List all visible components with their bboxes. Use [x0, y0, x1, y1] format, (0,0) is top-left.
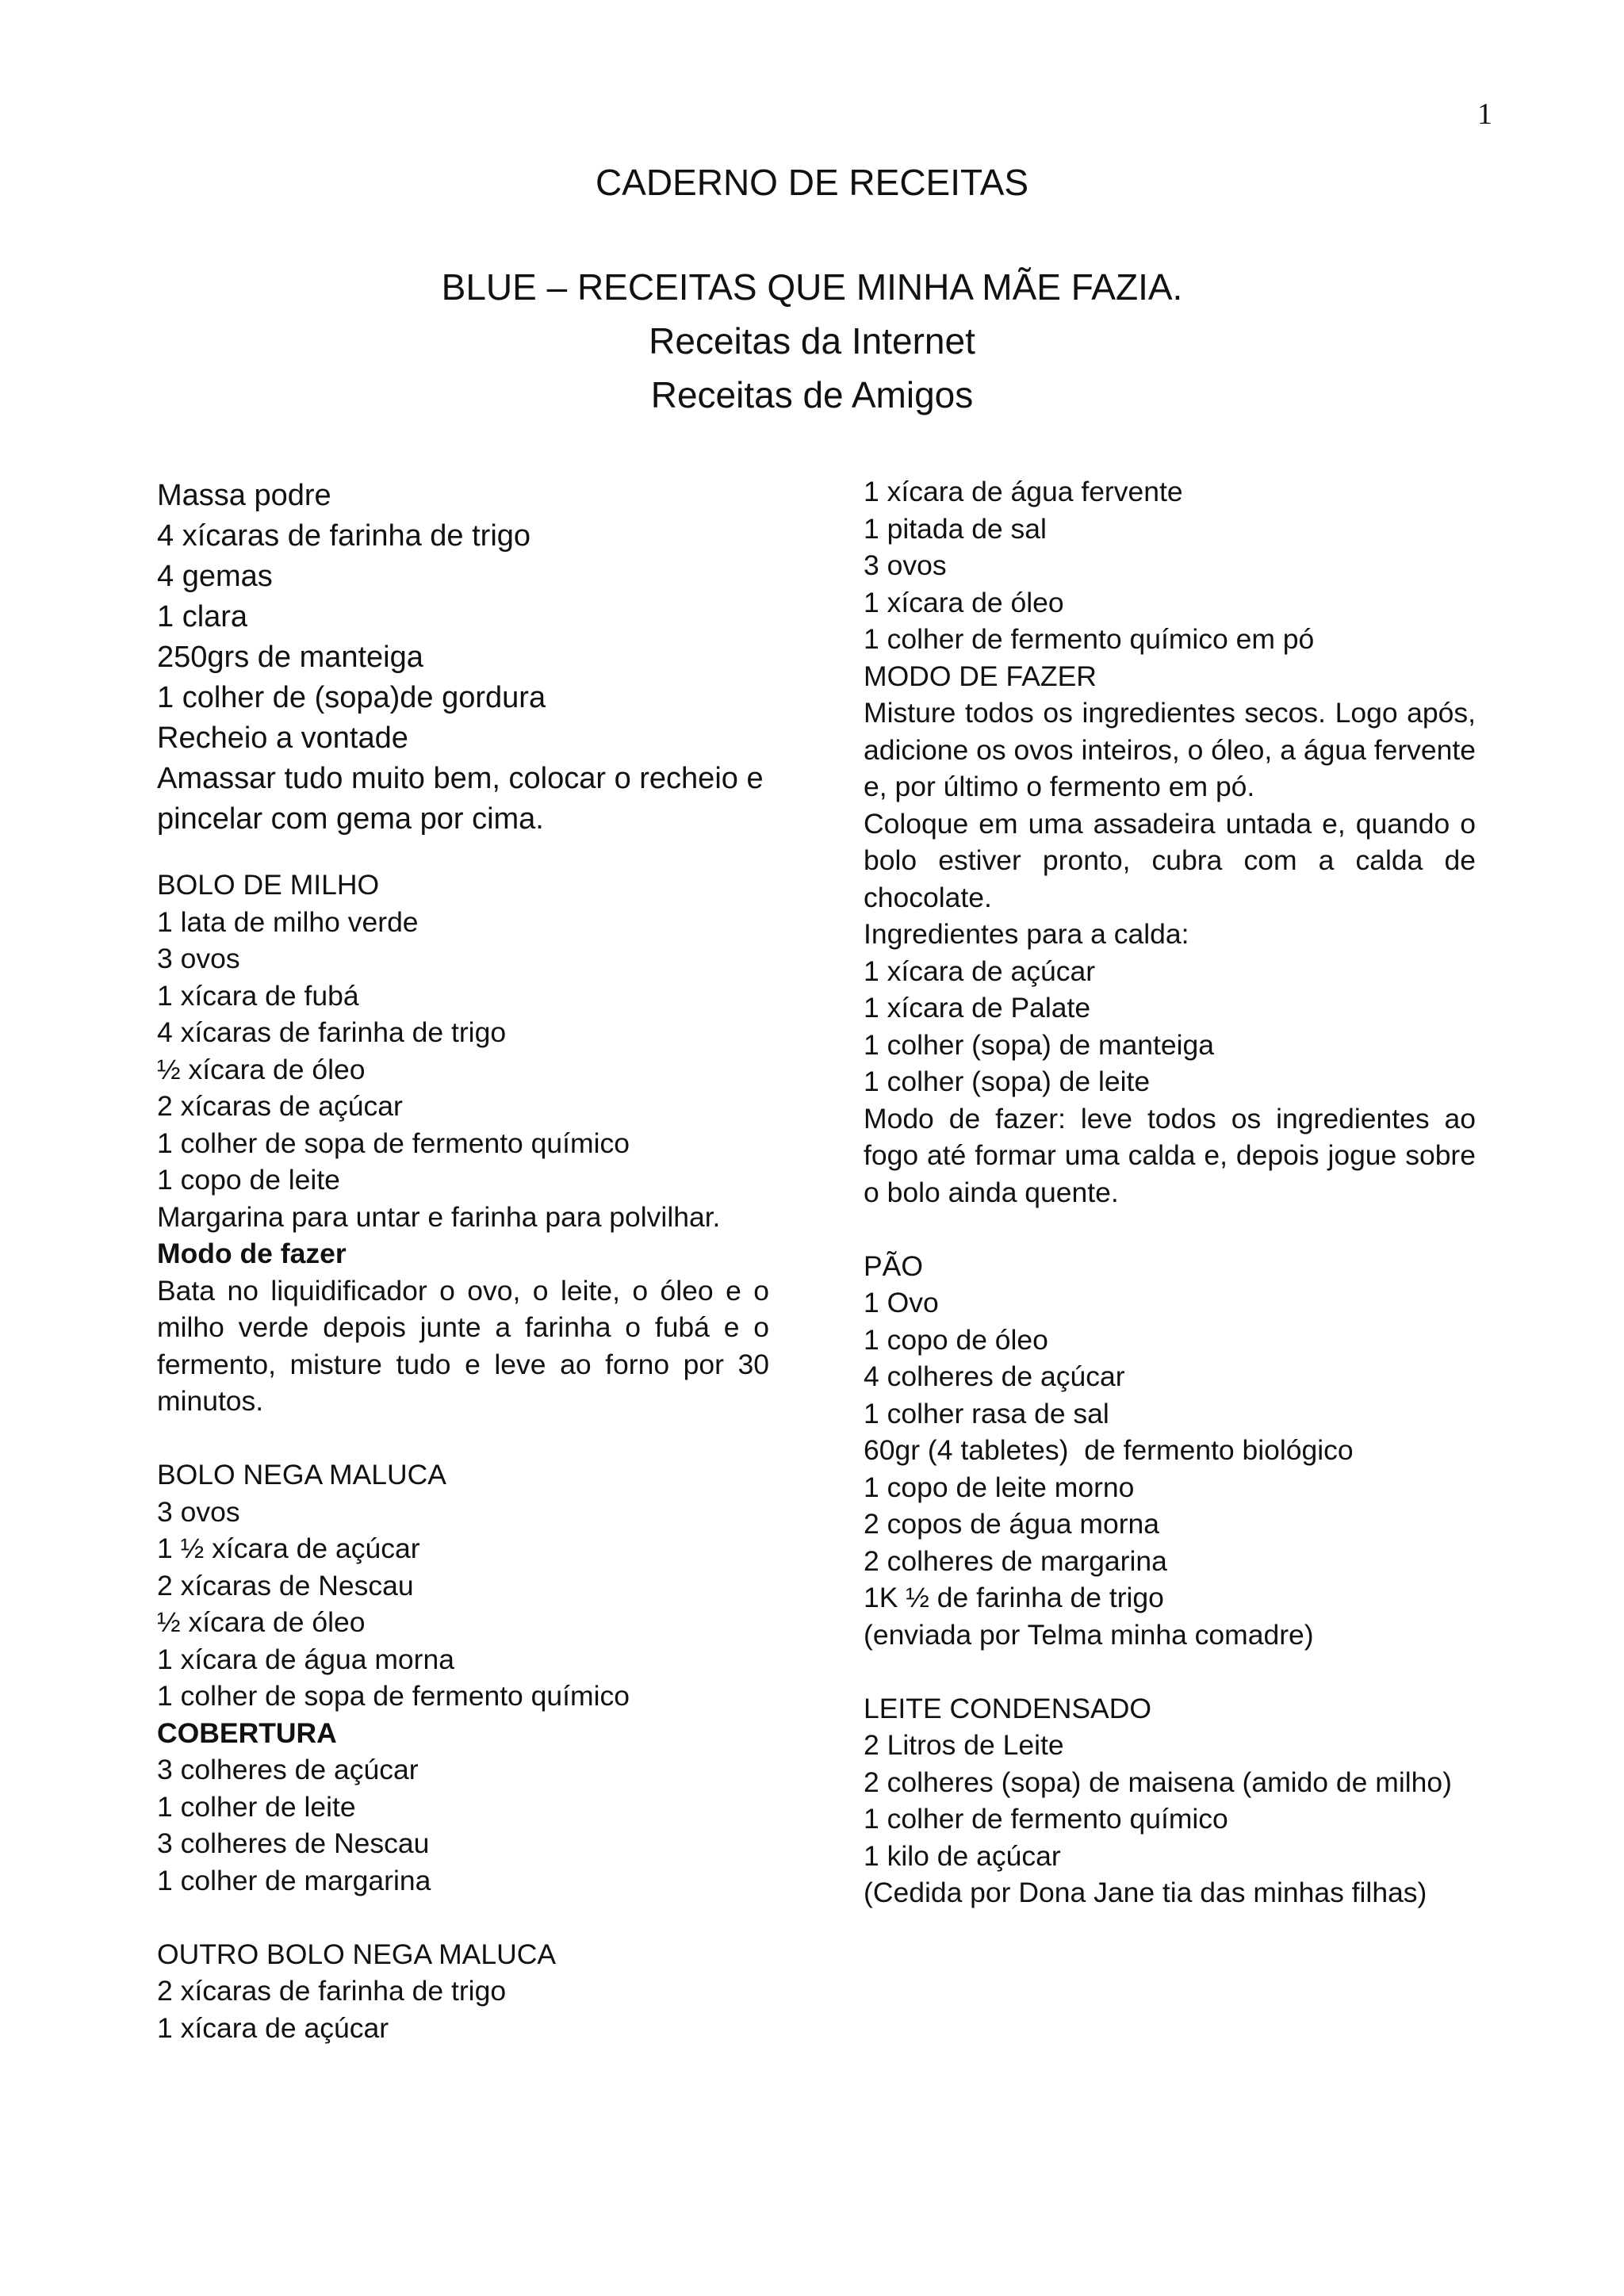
ingredient: 3 ovos [157, 943, 240, 974]
method-heading: MODO DE FAZER [864, 660, 1097, 692]
method-heading: Modo de fazer [157, 1238, 347, 1269]
ingredient: Recheio a vontade [157, 721, 408, 755]
ingredient: 1K ½ de farinha de trigo [864, 1582, 1164, 1613]
ingredient: 60gr (4 tabletes) de fermento biológico [864, 1434, 1354, 1466]
subtitle-amigos: Receitas de Amigos [650, 374, 974, 415]
recipe-instructions: Amassar tudo muito bem, colocar o recheio e pincelar com gema por cima. [157, 762, 764, 836]
ingredient: 4 xícaras de farinha de trigo [157, 519, 531, 553]
ingredient: 1 xícara de fubá [157, 979, 359, 1012]
ingredient: 1 colher (sopa) de leite [864, 1066, 1151, 1097]
recipe-instructions: Misture todos os ingredientes secos. Logo após, adicione os ovos inteiros, o óleo, a água fervente e, por último o fermento em pó. [864, 697, 1476, 802]
ingredient: 1 xícara de Palate [864, 992, 1091, 1024]
ingredient: 1 xícara de óleo [864, 586, 1064, 618]
recipe-leite-condensado [864, 1690, 1476, 1911]
ingredient: 1 colher rasa de sal [864, 1397, 1109, 1429]
ingredient: 1 copo de leite morno [864, 1471, 1135, 1503]
ingredient: 1 ½ xícara de açúcar [157, 1533, 420, 1564]
document-title: CADERNO DE RECEITAS [595, 162, 1029, 203]
ingredient: 1 colher de (sopa)de gordura [157, 681, 546, 714]
ingredient: 2 copos de água morna [864, 1508, 1160, 1540]
document-header [0, 159, 1624, 422]
left-column [157, 476, 769, 2046]
recipe-title: LEITE CONDENSADO [864, 1692, 1151, 1724]
ingredient: 2 xícaras de farinha de trigo [157, 1975, 507, 2007]
ingredient: 3 colheres de açúcar [157, 1754, 419, 1785]
cobertura-heading: COBERTURA [157, 1716, 337, 1749]
right-column [864, 473, 1476, 1911]
recipe-title: OUTRO BOLO NEGA MALUCA [157, 1938, 557, 1970]
ingredient: Margarina para untar e farinha para polvilhar. [157, 1200, 721, 1233]
recipe-bolo-nega-maluca [157, 1456, 769, 1899]
ingredient: 4 colheres de açúcar [864, 1360, 1125, 1392]
ingredient: 1 xícara de água morna [157, 1643, 454, 1675]
ingredient: 250grs de manteiga [157, 641, 423, 674]
ingredient: 1 copo de leite [157, 1164, 340, 1196]
ingredient: 1 colher de leite [157, 1790, 356, 1823]
ingredient: 1 kilo de açúcar [864, 1839, 1061, 1872]
ingredient: 1 colher de margarina [157, 1864, 431, 1896]
recipe-credit: (enviada por Telma minha comadre) [864, 1618, 1314, 1651]
recipe-instructions: Bata no liquidificador o ovo, o leite, o óleo e o milho verde depois junte a farinha o fubá e o fermento, misture tudo e leve ao forno por 30 minutos. [157, 1274, 769, 1417]
ingredient: 1 xícara de açúcar [157, 2011, 389, 2044]
recipe-title: BOLO DE MILHO [157, 869, 380, 901]
ingredient: 3 ovos [157, 1495, 240, 1528]
recipe-title: Massa podre [157, 479, 331, 512]
ingredient: 1 colher de sopa de fermento químico [157, 1127, 630, 1159]
recipe-title: PÃO [864, 1249, 923, 1282]
ingredient: 4 gemas [157, 560, 273, 593]
ingredient: 2 colheres de margarina [864, 1544, 1167, 1577]
ingredient: 3 ovos [864, 549, 947, 581]
ingredient: 3 colheres de Nescau [157, 1827, 430, 1859]
ingredient: 4 xícaras de farinha de trigo [157, 1016, 507, 1048]
ingredient: 1 xícara de açúcar [864, 955, 1096, 987]
ingredient: 1 pitada de sal [864, 512, 1047, 545]
recipe-instructions: Modo de fazer: leve todos os ingredientes ao fogo até formar uma calda e, depois jogue sobre o bolo ainda quente. [864, 1102, 1476, 1208]
ingredient: 1 colher de fermento químico [864, 1803, 1228, 1835]
recipe-continued [864, 473, 1476, 1211]
ingredient: 1 colher de fermento químico em pó [864, 623, 1315, 655]
recipe-bolo-de-milho [157, 867, 769, 1420]
recipe-instructions: Coloque em uma assadeira untada e, quando o bolo estiver pronto, cubra com a calda de chocolate. [864, 807, 1476, 913]
ingredient: 1 Ovo [864, 1287, 939, 1318]
recipe-credit: (Cedida por Dona Jane tia das minhas filhas) [864, 1877, 1427, 1908]
ingredient: 1 xícara de água fervente [864, 476, 1183, 507]
ingredient: 1 clara [157, 600, 248, 633]
page-number: 1 [1477, 98, 1492, 131]
ingredient: 2 Litros de Leite [864, 1729, 1064, 1761]
recipe-massa-podre [157, 476, 769, 840]
ingredient: 2 xícaras de açúcar [157, 1090, 403, 1122]
calda-heading: Ingredientes para a calda: [864, 918, 1189, 950]
ingredient: 1 colher de sopa de fermento químico [157, 1680, 630, 1712]
ingredient: 1 lata de milho verde [157, 905, 419, 938]
ingredient: 2 xícaras de Nescau [157, 1569, 414, 1601]
recipe-outro-bolo-nega-maluca [157, 1936, 769, 2047]
subtitle-internet: Receitas da Internet [649, 320, 975, 362]
recipe-pao [864, 1248, 1476, 1654]
recipe-title: BOLO NEGA MALUCA [157, 1459, 446, 1490]
ingredient: 1 colher (sopa) de manteiga [864, 1028, 1215, 1061]
ingredient: 2 colheres (sopa) de maisena (amido de milho) [864, 1766, 1452, 1798]
ingredient: ½ xícara de óleo [157, 1606, 366, 1638]
subtitle-blue: BLUE – RECEITAS QUE MINHA MÃE FAZIA. [441, 266, 1183, 308]
ingredient: ½ xícara de óleo [157, 1053, 366, 1085]
ingredient: 1 copo de óleo [864, 1323, 1048, 1356]
